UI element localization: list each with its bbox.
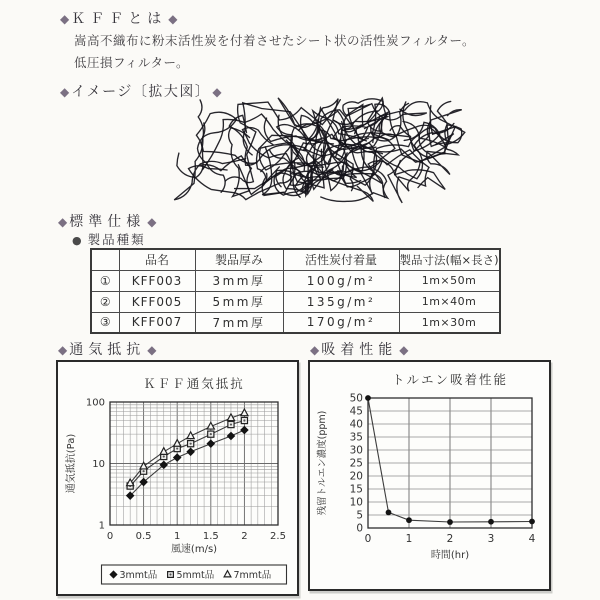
table-header-cell: 製品厚み xyxy=(195,249,283,270)
svg-text:40: 40 xyxy=(349,418,363,431)
section-heading-airflow xyxy=(56,339,158,359)
diamond-icon: ◆ xyxy=(147,343,157,357)
diamond-icon: ◆ xyxy=(310,343,320,357)
table-row xyxy=(91,312,500,333)
table-cell: 1m×30m xyxy=(399,312,500,333)
svg-text:風速(m/s): 風速(m/s) xyxy=(170,544,218,555)
table-cell: 3mm厚 xyxy=(195,270,283,291)
svg-text:3: 3 xyxy=(487,533,495,545)
svg-text:1: 1 xyxy=(405,533,413,545)
svg-text:0: 0 xyxy=(356,522,363,535)
heading-text: 吸着性能 xyxy=(321,342,398,358)
toluene-adsorption-chart xyxy=(310,362,549,589)
bullet-icon: ● xyxy=(72,234,84,247)
svg-text:2: 2 xyxy=(446,533,454,545)
heading-text: ＫＦＦとは xyxy=(71,11,167,27)
svg-text:0.5: 0.5 xyxy=(135,531,152,542)
table-cell: 7mm厚 xyxy=(195,312,283,333)
table-cell: 135g/m² xyxy=(283,291,399,312)
airflow-chart-panel xyxy=(56,360,299,596)
table-header-cell: 品名 xyxy=(119,249,195,270)
svg-text:45: 45 xyxy=(349,405,363,418)
svg-text:10: 10 xyxy=(349,496,363,509)
svg-text:時間(hr): 時間(hr) xyxy=(430,550,470,561)
svg-text:4: 4 xyxy=(528,533,536,545)
table-row xyxy=(91,291,500,312)
svg-text:5mmt品: 5mmt品 xyxy=(176,570,215,581)
row-number-cell: ① xyxy=(91,270,119,291)
table-cell: 5mm厚 xyxy=(195,291,283,312)
diamond-icon: ◆ xyxy=(58,215,68,229)
spec-subheading xyxy=(72,230,146,248)
diamond-icon: ◆ xyxy=(60,12,70,26)
svg-text:1.5: 1.5 xyxy=(202,531,219,542)
svg-text:15: 15 xyxy=(349,483,363,496)
table-cell: KFF005 xyxy=(119,291,195,312)
row-number-cell: ③ xyxy=(91,312,119,333)
row-number-cell: ② xyxy=(91,291,119,312)
heading-text: イメージ〔拡大図〕 xyxy=(71,84,211,100)
table-header-cell xyxy=(91,249,119,270)
adsorption-chart-panel xyxy=(308,360,551,591)
heading-text: 標準仕様 xyxy=(69,214,146,230)
svg-text:1: 1 xyxy=(174,531,181,542)
svg-text:100: 100 xyxy=(85,397,105,409)
table-cell: KFF003 xyxy=(119,270,195,291)
svg-text:3mmt品: 3mmt品 xyxy=(119,570,158,581)
svg-text:7mmt品: 7mmt品 xyxy=(233,570,272,581)
table-cell: KFF007 xyxy=(119,312,195,333)
diamond-icon: ◆ xyxy=(212,85,222,99)
svg-text:0: 0 xyxy=(106,531,114,542)
svg-text:35: 35 xyxy=(349,431,363,444)
svg-text:10: 10 xyxy=(92,459,105,470)
table-cell: 170g/m² xyxy=(283,312,399,333)
diamond-icon: ◆ xyxy=(147,215,157,229)
diamond-icon: ◆ xyxy=(58,343,68,357)
svg-text:ＫＦＦ通気抵抗: ＫＦＦ通気抵抗 xyxy=(143,376,245,391)
svg-text:0: 0 xyxy=(364,533,372,545)
table-row xyxy=(91,270,500,291)
nonwoven-fiber-illustration xyxy=(168,90,472,208)
svg-text:25: 25 xyxy=(349,457,363,470)
svg-text:トルエン吸着性能: トルエン吸着性能 xyxy=(391,372,509,387)
svg-text:残留トルエン濃度(ppm): 残留トルエン濃度(ppm) xyxy=(317,410,328,516)
diamond-icon: ◆ xyxy=(168,12,178,26)
heading-text: 通気抵抗 xyxy=(69,342,146,358)
diamond-icon: ◆ xyxy=(60,85,70,99)
table-header-cell: 活性炭付着量 xyxy=(283,249,399,270)
section-heading-adsorption xyxy=(308,339,410,359)
svg-text:30: 30 xyxy=(349,444,363,457)
svg-text:2.5: 2.5 xyxy=(270,531,286,542)
table-header-row xyxy=(91,249,500,270)
table-header-cell: 製品寸法(幅×長さ) xyxy=(399,249,500,270)
diamond-icon: ◆ xyxy=(399,343,409,357)
table-cell: 1m×40m xyxy=(399,291,500,312)
svg-text:5: 5 xyxy=(356,509,363,522)
about-line-1: 嵩高不織布に粉末活性炭を付着させたシート状の活性炭フィルター。 xyxy=(74,33,476,48)
svg-text:50: 50 xyxy=(349,392,363,405)
svg-text:2: 2 xyxy=(241,531,248,542)
table-cell: 100g/m² xyxy=(283,270,399,291)
svg-text:20: 20 xyxy=(349,470,363,483)
subheading-text: 製品種類 xyxy=(87,232,146,247)
airflow-resistance-chart xyxy=(58,362,297,594)
section-heading-spec xyxy=(56,211,158,231)
table-cell: 1m×50m xyxy=(399,270,500,291)
product-spec-table xyxy=(90,248,501,334)
svg-text:通気抵抗(Pa): 通気抵抗(Pa) xyxy=(66,433,77,494)
about-line-2: 低圧損フィルター。 xyxy=(74,55,190,70)
section-heading-about xyxy=(58,8,179,28)
svg-text:1: 1 xyxy=(98,520,105,532)
